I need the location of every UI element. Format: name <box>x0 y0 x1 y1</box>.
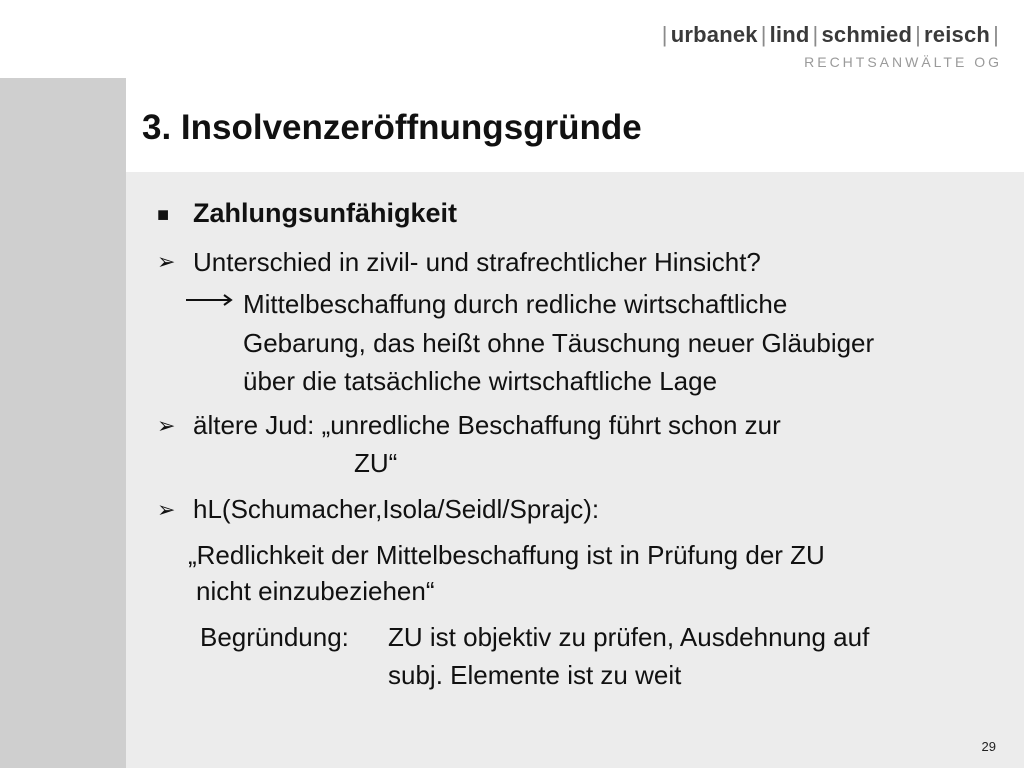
left-decor-strip <box>0 78 126 768</box>
point2-line2: ZU“ <box>354 448 398 478</box>
logo-name-lind: lind <box>769 22 810 47</box>
arrow-text-line2: Gebarung, das heißt ohne Täuschung neuer Gläubiger <box>243 328 875 358</box>
firm-logo <box>659 22 1002 70</box>
page-number: 29 <box>981 739 996 754</box>
heading-bullet-text: Zahlungsunfähigkeit <box>193 198 458 228</box>
logo-subtitle: RECHTSANWÄLTE OG <box>804 54 1002 70</box>
arrow-text-line3: über die tatsächliche wirtschaftliche Lage <box>243 366 718 396</box>
logo-names: | urbanek | lind | schmied | reisch | <box>661 22 999 47</box>
logo-name-schmied: schmied <box>821 22 913 47</box>
logo-name-reisch: reisch <box>924 22 991 47</box>
quote-line2: nicht einzubeziehen“ <box>196 576 435 606</box>
right-arrow-icon <box>186 292 234 308</box>
slide-title: 3. Insolvenzeröffnungsgründe <box>142 108 642 147</box>
arrow-text-line1: Mittelbeschaffung durch redliche wirtschaftliche <box>243 289 788 319</box>
quote-line1: „Redlichkeit der Mittelbeschaffung ist in Prüfung der ZU <box>188 540 825 570</box>
logo-name-urbanek: urbanek <box>670 22 758 47</box>
point2-line1: ältere Jud: „unredliche Beschaffung führt schon zur <box>193 410 781 440</box>
chevron-bullet-icon: ➢ <box>157 497 176 522</box>
point1-text: Unterschied in zivil- und strafrechtlicher Hinsicht? <box>193 247 761 277</box>
reason-label: Begründung: <box>200 622 349 652</box>
reason-line2: subj. Elemente ist zu weit <box>388 660 682 690</box>
chevron-bullet-icon: ➢ <box>157 413 176 438</box>
point3-text: hL(Schumacher,Isola/Seidl/Sprajc): <box>193 494 600 524</box>
chevron-bullet-icon: ➢ <box>157 249 176 274</box>
square-bullet-icon: ■ <box>157 204 170 226</box>
reason-line1: ZU ist objektiv zu prüfen, Ausdehnung auf <box>388 622 870 652</box>
